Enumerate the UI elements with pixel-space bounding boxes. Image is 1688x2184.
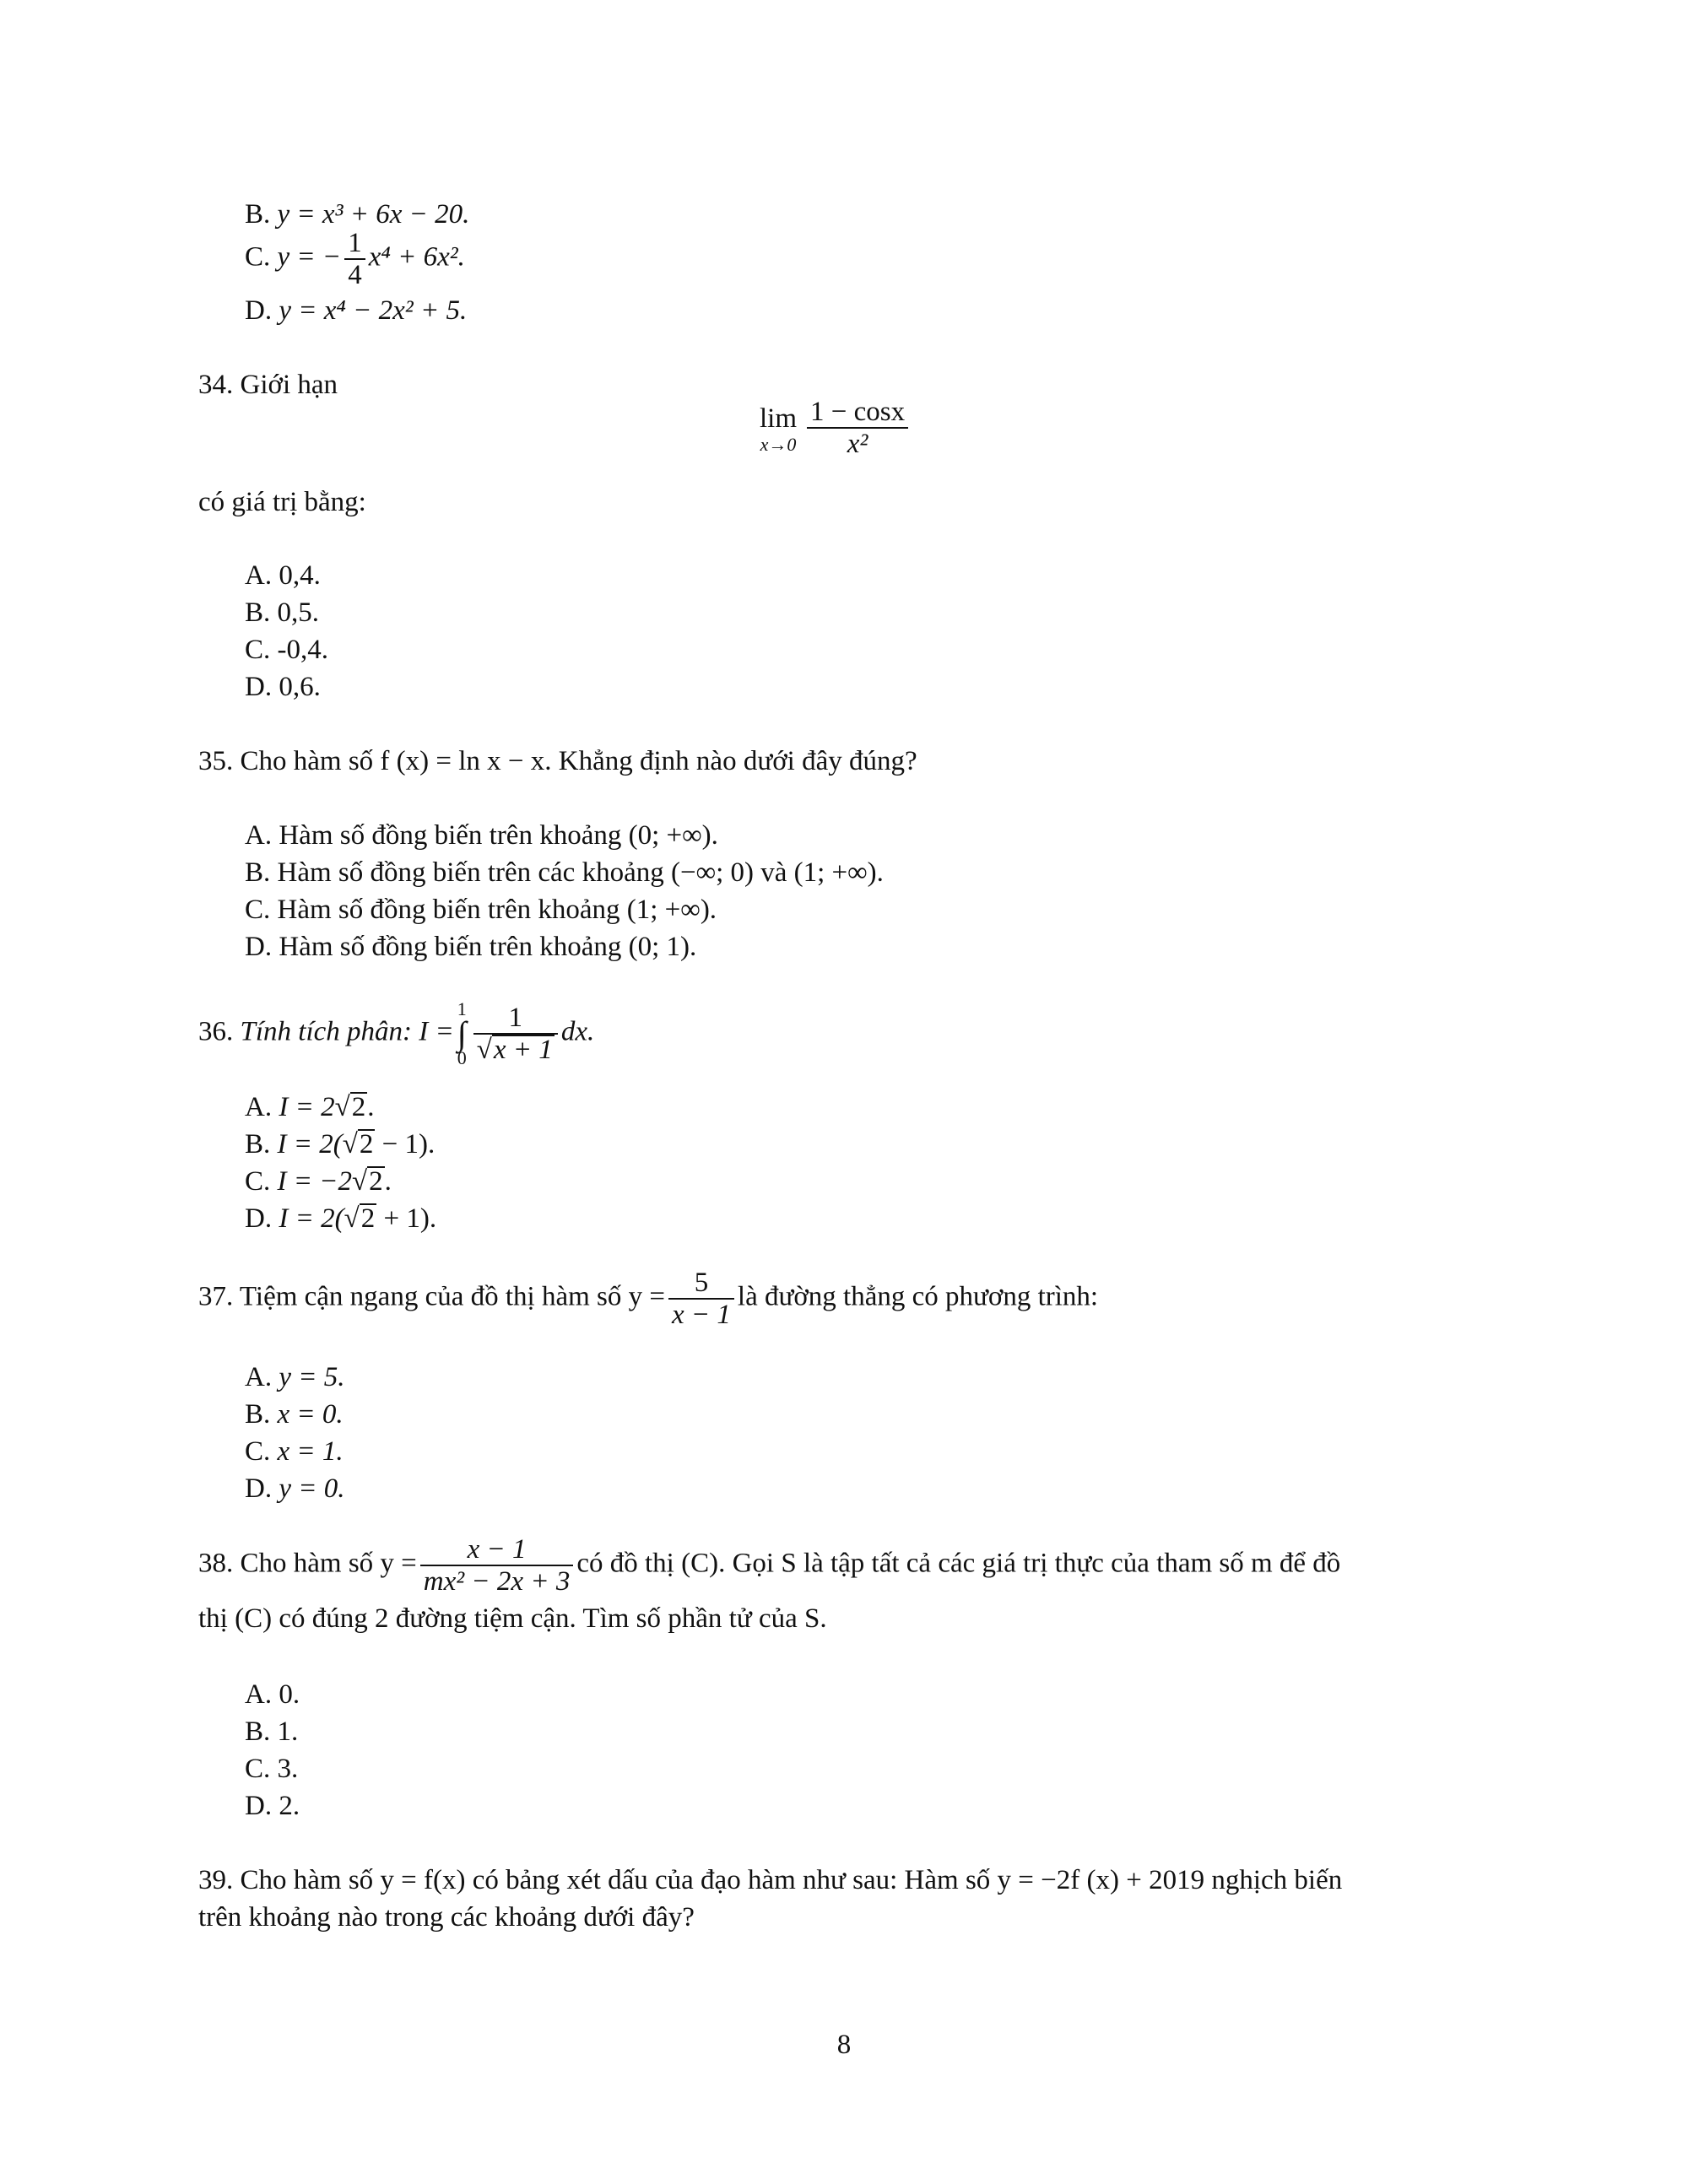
q33-option-c: C. y = − $\frac{1}{4}$ x⁴ + 6x². <box>245 228 465 290</box>
q37-option-d: D. y = 0. <box>245 1473 345 1504</box>
q38-option-d: D. 2. <box>245 1791 300 1821</box>
q39-stem: 39. Cho hàm số y = f(x) có bảng xét dấu của đạo hàm như sau: Hàm số y = −2f (x) + 2019 nghịch biến <box>198 1865 1343 1895</box>
q33-option-b: B. y = x³ + 6x − 20. <box>245 199 470 230</box>
q34-option-b: B. 0,5. <box>245 597 320 628</box>
q35-option-a: A. Hàm số đồng biến trên khoảng (0; +∞). <box>245 820 718 851</box>
fraction: $\frac{1}{√x + 1}$ <box>473 1003 558 1065</box>
limit-operator: lim x→0 <box>760 403 798 455</box>
q35-stem: 35. Cho hàm số f (x) = ln x − x. Khẳng định nào dưới đây đúng? <box>198 746 917 776</box>
q34-limit-formula <box>760 397 912 459</box>
q38-option-c: C. 3. <box>245 1754 299 1784</box>
q37-option-c: C. x = 1. <box>245 1436 344 1467</box>
q35-option-d: D. Hàm số đồng biến trên khoảng (0; 1). <box>245 932 697 962</box>
q34-option-c: C. -0,4. <box>245 635 329 665</box>
q39-stem-line2: trên khoảng nào trong các khoảng dưới đây? <box>198 1902 695 1933</box>
fraction: $\frac{x - 1}{\text{mx² − 2x + 3}}$ <box>420 1534 574 1597</box>
q37-option-b: B. x = 0. <box>245 1399 344 1430</box>
page-number: 8 <box>836 2030 852 2060</box>
q37-stem: 37. Tiệm cận ngang của đồ thị hàm số y = $\frac{5}{x - 1}$ là đường thẳng có phương trình: <box>198 1268 1099 1330</box>
q38-stem-line2: thị (C) có đúng 2 đường tiệm cận. Tìm số phần tử của S. <box>198 1603 827 1634</box>
q34-option-a: A. 0,4. <box>245 560 321 591</box>
q38-stem: 38. Cho hàm số y = $\frac{x - 1}{\text{mx² − 2x + 3}}$ có đồ thị (C). Gọi S là tập tất cả các giá trị thực của tham số m để đồ <box>198 1534 1341 1597</box>
q33-option-d: D. y = x⁴ − 2x² + 5. <box>245 295 468 326</box>
fraction: $\frac{5}{x - 1}$ <box>668 1268 734 1330</box>
fraction: $\frac{1}{4}$ <box>344 228 365 290</box>
q34-stem-continued: có giá trị bằng: <box>198 487 366 517</box>
q36-stem: 36. Tính tích phân: I = 1 ∫ 0 $\frac{1}{√x + 1}$ dx. <box>198 998 595 1068</box>
q36-option-b: B. I = 2(√2 − 1). <box>245 1129 436 1160</box>
q34-option-d: D. 0,6. <box>245 672 321 702</box>
q35-option-c: C. Hàm số đồng biến trên khoảng (1; +∞). <box>245 895 717 925</box>
q37-option-a: A. y = 5. <box>245 1362 345 1392</box>
q36-option-c: C. I = −2√2. <box>245 1166 392 1197</box>
integral-sign: 1 ∫ 0 <box>457 998 467 1068</box>
q38-option-a: A. 0. <box>245 1679 300 1710</box>
q36-option-d: D. I = 2(√2 + 1). <box>245 1203 437 1234</box>
q34-stem: 34. Giới hạn <box>198 370 338 400</box>
q38-option-b: B. 1. <box>245 1716 299 1747</box>
q36-option-a: A. I = 2√2. <box>245 1092 375 1122</box>
q35-option-b: B. Hàm số đồng biến trên các khoảng (−∞; 0) và (1; +∞). <box>245 857 884 888</box>
fraction: $\frac{1 - \cos x}{\text{x²}}$ <box>807 397 908 459</box>
